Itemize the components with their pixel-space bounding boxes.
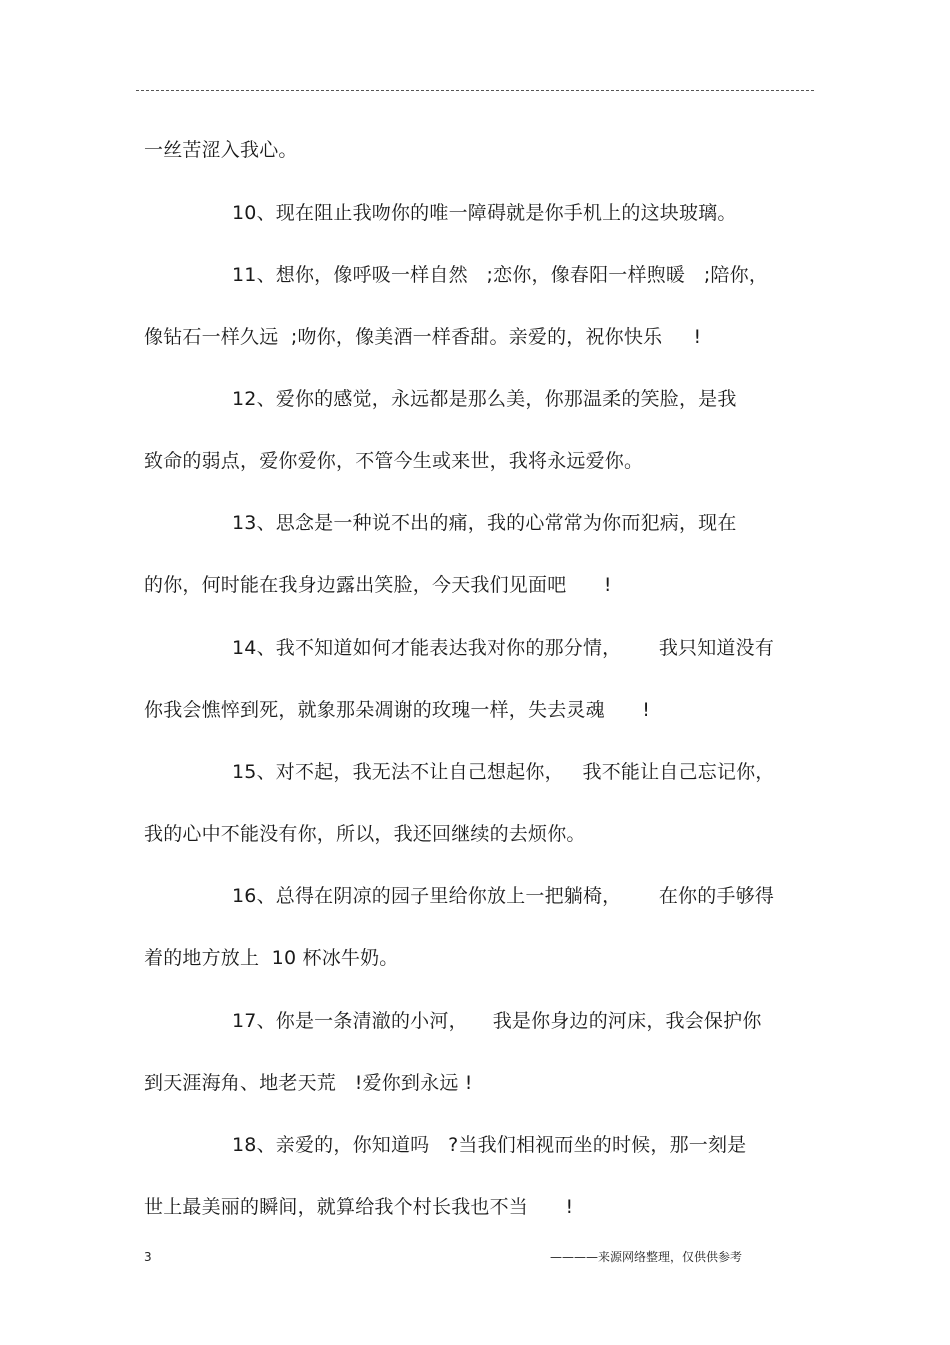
text-line-16: 到天涯海角、地老天荒 !爱你到永远 ! bbox=[144, 1072, 473, 1094]
text-line-18: 世上最美丽的瞬间，就算给我个村长我也不当 ! bbox=[144, 1196, 574, 1218]
text-line-15: 17、你是一条清澈的小河， 我是你身边的河床，我会保护你 bbox=[232, 1010, 762, 1032]
text-line-11: 15、对不起，我无法不让自己想起你， 我不能让自己忘记你， bbox=[232, 761, 775, 783]
text-line-9: 14、我不知道如何才能表达我对你的那分情， 我只知道没有 bbox=[232, 637, 775, 659]
text-line-3: 11、想你，像呼吸一样自然 ;恋你，像春阳一样煦暖 ;陪你， bbox=[232, 264, 769, 286]
text-line-13: 16、总得在阴凉的园子里给你放上一把躺椅， 在你的手够得 bbox=[232, 885, 775, 907]
text-line-5: 12、爱你的感觉，永远都是那么美，你那温柔的笑脸，是我 bbox=[232, 388, 737, 410]
text-line-6: 致命的弱点，爱你爱你，不管今生或来世，我将永远爱你。 bbox=[144, 450, 644, 472]
page-number: 3 bbox=[144, 1250, 152, 1264]
text-line-10: 你我会憔悴到死，就象那朵凋谢的玫瑰一样，失去灵魂 ! bbox=[144, 699, 651, 721]
text-line-12: 我的心中不能没有你，所以，我还回继续的去烦你。 bbox=[144, 823, 586, 845]
text-line-4: 像钻石一样久远 ;吻你，像美酒一样香甜。亲爱的，祝你快乐 ! bbox=[144, 326, 702, 348]
text-line-8: 的你，何时能在我身边露出笑脸，今天我们见面吧 ! bbox=[144, 574, 612, 596]
text-line-1: 一丝苦涩入我心。 bbox=[144, 139, 298, 161]
text-line-2: 10、现在阻止我吻你的唯一障碍就是你手机上的这块玻璃。 bbox=[232, 202, 737, 224]
footer-note: ————来源网络整理，仅供供参考 bbox=[550, 1250, 743, 1264]
text-line-7: 13、思念是一种说不出的痛，我的心常常为你而犯病，现在 bbox=[232, 512, 737, 534]
text-line-14: 着的地方放上 10 杯冰牛奶。 bbox=[144, 947, 399, 969]
text-line-17: 18、亲爱的，你知道吗 ?当我们相视而坐的时候，那一刻是 bbox=[232, 1134, 747, 1156]
header-rule bbox=[136, 90, 814, 91]
